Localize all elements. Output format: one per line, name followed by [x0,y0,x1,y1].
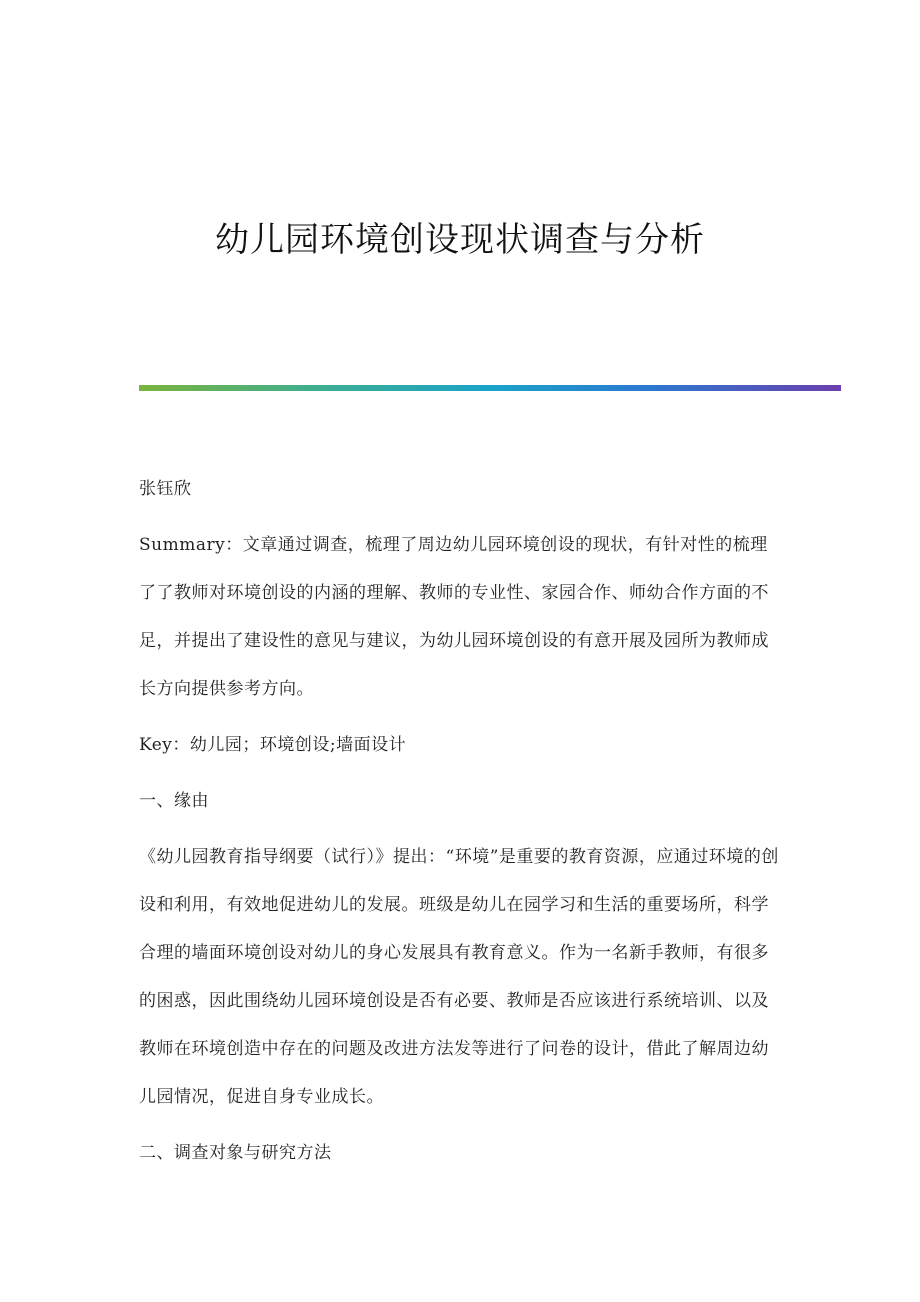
keywords-line: Key：幼儿园；环境创设;墙面设计 [139,735,407,755]
section-1-paragraph: 《幼儿园教育指导纲要（试行）》提出：“环境”是重要的教育资源，应通过环境的创设和利用，有效地促进幼儿的发展。班级是幼儿在园学习和生活的重要场所，科学合理的墙面环境创设对幼儿的身心发展具有教育意义。作为一名新手教师，有很多的困惑，因此围绕幼儿园环境创设是否有必要、教师是否应该进行系统培训、以及教师在环境创造中存在的问题及改进方法发等进行了问卷的设计，借此了解周边幼儿园情况，促进自身专业成长。 [139,847,779,1107]
document-body [139,465,781,1177]
author-name: 张钰欣 [139,479,192,499]
summary-paragraph: Summary：文章通过调查，梳理了周边幼儿园环境创设的现状，有针对性的梳理了了教师对环境创设的内涵的理解、教师的专业性、家园合作、师幼合作方面的不足，并提出了建设性的意见与建议，为幼儿园环境创设的有意开展及园所为教师成长方向提供参考方向。 [139,535,769,699]
document-title: 幼儿园环境创设现状调查与分析 [215,220,705,260]
section-heading-2: 二、调查对象与研究方法 [139,1143,332,1163]
title-divider [139,385,841,391]
section-heading-1: 一、缘由 [139,791,209,811]
